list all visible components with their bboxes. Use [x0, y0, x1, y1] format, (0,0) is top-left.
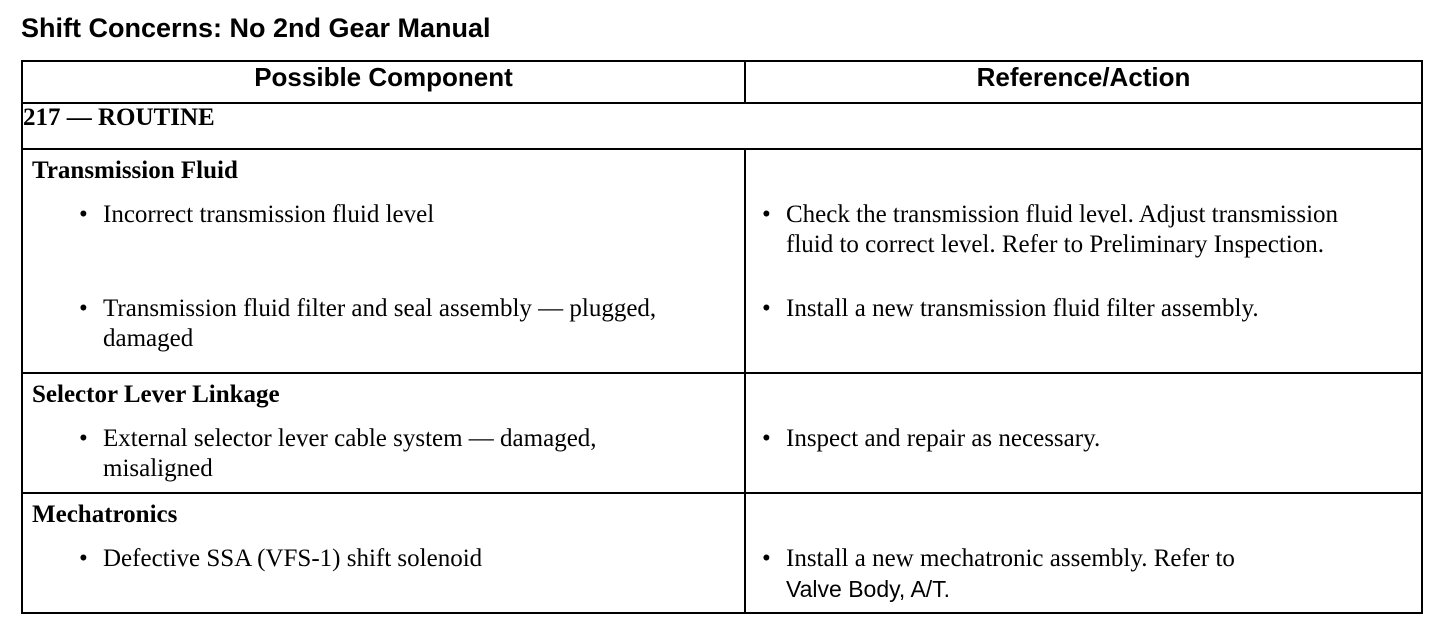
component-cell [22, 373, 745, 493]
component-cell [22, 149, 745, 373]
group-title-mechatronics: Mechatronics [32, 501, 178, 528]
bullet-icon: • [79, 201, 88, 228]
action-text: Install a new transmission fluid filter assembly. [786, 295, 1259, 322]
bullet-icon: • [79, 425, 88, 452]
table-row [22, 149, 1422, 373]
action-item [746, 188, 1421, 294]
header-possible-component: Possible Component [22, 61, 745, 103]
action-cell [745, 493, 1422, 613]
header-reference-action: Reference/Action [745, 61, 1422, 103]
component-text: Defective SSA (VFS-1) shift solenoid [103, 545, 483, 572]
table-header-row [22, 61, 1422, 103]
bullet-icon: • [762, 545, 771, 572]
routine-label: 217 — ROUTINE [22, 103, 1422, 149]
table-row [22, 493, 1422, 613]
bullet-icon: • [762, 295, 771, 322]
routine-row [22, 103, 1422, 149]
component-item [23, 188, 744, 294]
component-item [23, 294, 744, 364]
reference-link[interactable]: Valve Body, A/T. [786, 576, 951, 602]
action-cell [745, 373, 1422, 493]
action-item [746, 294, 1421, 364]
bullet-icon: • [79, 545, 88, 572]
action-text: Check the transmission fluid level. Adjust transmission fluid to correct level. Refer to Preliminary Inspection. [786, 201, 1339, 258]
component-cell [22, 493, 745, 613]
component-item [23, 532, 744, 574]
bullet-icon: • [79, 295, 88, 322]
bullet-icon: • [762, 201, 771, 228]
component-text: Transmission fluid filter and seal assembly — plugged, damaged [103, 295, 657, 352]
bullet-icon: • [762, 425, 771, 452]
group-title-transmission-fluid: Transmission Fluid [32, 157, 238, 184]
component-item [23, 412, 744, 484]
action-cell [745, 149, 1422, 373]
group-title-selector-lever-linkage: Selector Lever Linkage [32, 381, 280, 408]
action-item [746, 412, 1421, 454]
action-item [746, 532, 1421, 605]
page-title: Shift Concerns: No 2nd Gear Manual [21, 13, 491, 43]
action-text: Inspect and repair as necessary. [786, 425, 1101, 452]
table-row [22, 373, 1422, 493]
action-text: Install a new mechatronic assembly. Refer to [786, 545, 1235, 572]
component-text: Incorrect transmission fluid level [103, 201, 435, 228]
diagnostic-table [21, 60, 1423, 614]
component-text: External selector lever cable system — damaged, misaligned [103, 425, 597, 482]
